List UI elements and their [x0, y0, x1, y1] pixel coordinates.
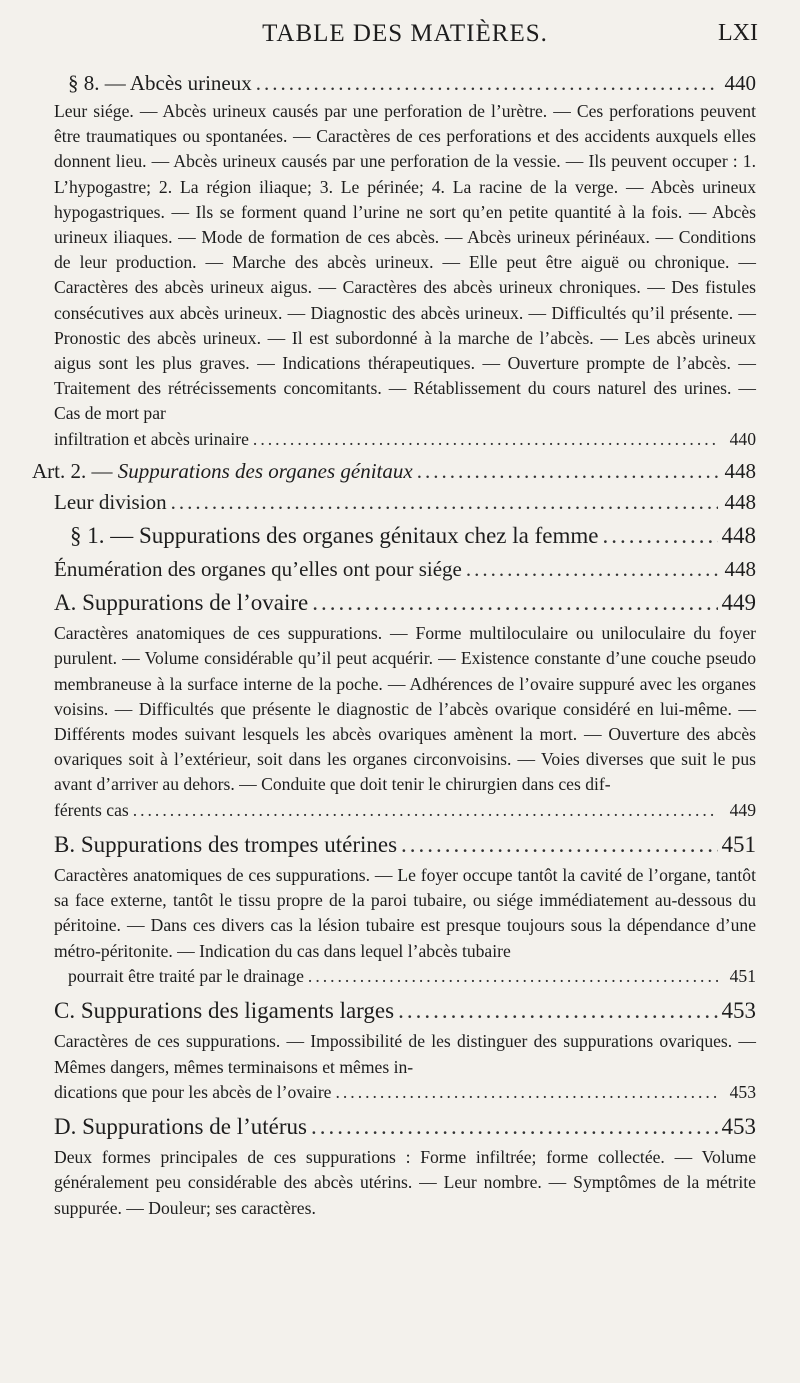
toc-entry-c — [54, 993, 756, 1029]
running-header — [52, 20, 758, 56]
toc-page-ref: 440 — [724, 71, 756, 95]
toc-entry-s8 — [68, 68, 756, 99]
toc-entry-b — [54, 827, 756, 863]
toc-description-s8: Leur siége. — Abcès urineux causés par une perforation de l’urètre. — Ces perforations peuvent être traumatiques ou spontanées. — Caractères de ces perforations et des accidents auxquels elles donnent lieu. — Abcès urineux causés par une perforation de la vessie. — Ils peuvent occuper : 1. L’hypogastre; 2. La région iliaque; 3. Le périnée; 4. La racine de la verge. — Abcès urineux hypogastriques. — Ils se forment quand l’urine ne sort qu’en petite quantité à la fois. — Abcès urineux iliaques. — Mode de formation de ces abcès. — Abcès urineux périnéaux. — Conditions de leur production. — Marche des abcès urineux. — Elle peut être aiguë ou chronique. — Caractères des abcès urineux aigus. — Caractères des abcès urineux chroniques. — Des fistules consécutives aux abcès urineux. — Diagnostic des abcès urineux. — Difficultés qu’il présente. — Pronostic des abcès urineux. — Il est subordonné à la marche de l’abcès. — Les abcès urineux aigus sont les plus graves. — Indications thérapeutiques. — Ouverture prompte de l’abcès. — Traitement des rétrécissements concomitants. — Rétablissement du cours naturel des urines. — Cas de mort par — [54, 101, 756, 424]
leader-dots — [466, 554, 718, 585]
toc-description-a: Caractères anatomiques de ces suppurations. — Forme multiloculaire ou uniloculaire du foyer purulent. — Volume considérable qu’il peut acquérir. — Existence constante d’une couche pseudo membraneuse à la surface interne de la poche. — Adhérences de l’ovaire suppuré avec les organes voisins. — Difficultés que présente le diagnostic de l’abcès ovarique considéré en lui-même. — Différents modes suivant lesquels les abcès ovariques amènent la mort. — Ouverture des abcès ovariques soit à l’extérieur, soit dans les organes circonvoisins. — Voies diverses que suit le pus avant d’arriver au dehors. — Conduite que doit tenir le chirurgien dans ces dif- — [54, 623, 756, 795]
toc-entry-s1 — [70, 518, 756, 554]
leader-dots — [401, 827, 717, 863]
toc-entry-label: Art. 2. — — [32, 459, 118, 484]
toc-content — [32, 68, 756, 1221]
toc-page-ref: 448 — [724, 490, 756, 515]
toc-page-ref: 448 — [721, 523, 756, 549]
toc-entry-label-italic: Suppurations des organes génitaux — [117, 459, 413, 484]
leader-dots — [417, 456, 718, 487]
leader-dots — [133, 798, 718, 824]
toc-description-b: Caractères anatomiques de ces suppurations. — Le foyer occupe tantôt la cavité de l’organe, tantôt sa face externe, tantôt le tissu propre de la paroi tubaire, ou siége immédiatement au-dessous du péritoine. — Dans ces divers cas la lésion tubaire est presque toujours sous la dépendance d’une métro-péritonite. — Indication du cas dans lequel l’abcès tubaire — [54, 865, 756, 961]
toc-page-ref: 449 — [729, 799, 756, 820]
toc-entry-enumeration — [54, 554, 756, 585]
toc-entry-division — [54, 487, 756, 518]
toc-page-ref: 453 — [729, 1081, 756, 1102]
toc-page-ref: 451 — [729, 965, 756, 986]
toc-desc-lastline-b — [68, 964, 756, 990]
toc-entry-label: D. Suppurations de l’utérus — [54, 1114, 307, 1140]
toc-entry-label: Leur division — [54, 490, 167, 515]
toc-entry-a — [54, 585, 756, 621]
leader-dots — [312, 585, 717, 621]
header-title: TABLE DES MATIÈRES. — [262, 20, 548, 47]
toc-description-c: Caractères de ces suppurations. — Impossibilité de les distinguer des suppurations ovariques. — Mêmes dangers, mêmes terminaisons et mêmes in- — [54, 1031, 756, 1077]
toc-page-ref: 453 — [721, 1114, 756, 1140]
toc-entry-art2 — [32, 456, 756, 487]
leader-dots — [256, 68, 718, 99]
toc-entry-label: § 8. — Abcès urineux — [68, 71, 252, 95]
toc-page-ref: 453 — [721, 998, 756, 1024]
toc-desc-lastline-s8 — [54, 427, 756, 453]
toc-page-ref: 448 — [724, 557, 756, 582]
header-page-number: LXI — [718, 20, 758, 46]
leader-dots — [398, 993, 717, 1029]
leader-dots — [602, 518, 717, 554]
toc-entry-label: C. Suppurations des ligaments larges — [54, 998, 395, 1024]
toc-desc-lastline-a — [54, 798, 756, 824]
leader-dots — [253, 427, 718, 453]
toc-desc-lastline: pourrait être traité par le drainage — [68, 965, 304, 986]
toc-page-ref: 440 — [729, 428, 756, 449]
toc-entry-label: § 1. — Suppurations des organes génitaux chez la femme — [70, 523, 599, 549]
toc-page-ref: 451 — [721, 832, 756, 858]
toc-entry-d — [54, 1109, 756, 1145]
leader-dots — [311, 1109, 718, 1145]
leader-dots — [171, 487, 718, 518]
toc-page-ref: 448 — [724, 459, 756, 484]
toc-entry-label: Énumération des organes qu’elles ont pour siége — [54, 557, 462, 582]
toc-entry-label: A. Suppurations de l’ovaire — [54, 590, 309, 616]
leader-dots — [308, 964, 718, 990]
toc-description-d: Deux formes principales de ces suppurations : Forme infiltrée; forme collectée. — Volume généralement peu considérable des abcès utérins. — Leur nombre. — Symptômes de la métrite suppurée. — Douleur; ses caractères. — [54, 1147, 756, 1218]
toc-entry-label: B. Suppurations des trompes utérines — [54, 832, 398, 858]
toc-desc-lastline-c — [54, 1080, 756, 1106]
toc-desc-lastline: dications que pour les abcès de l’ovaire — [54, 1081, 332, 1102]
toc-page-ref: 449 — [721, 590, 756, 616]
toc-desc-lastline: férents cas — [54, 799, 129, 820]
toc-desc-lastline: infiltration et abcès urinaire — [54, 428, 249, 449]
leader-dots — [336, 1080, 719, 1106]
